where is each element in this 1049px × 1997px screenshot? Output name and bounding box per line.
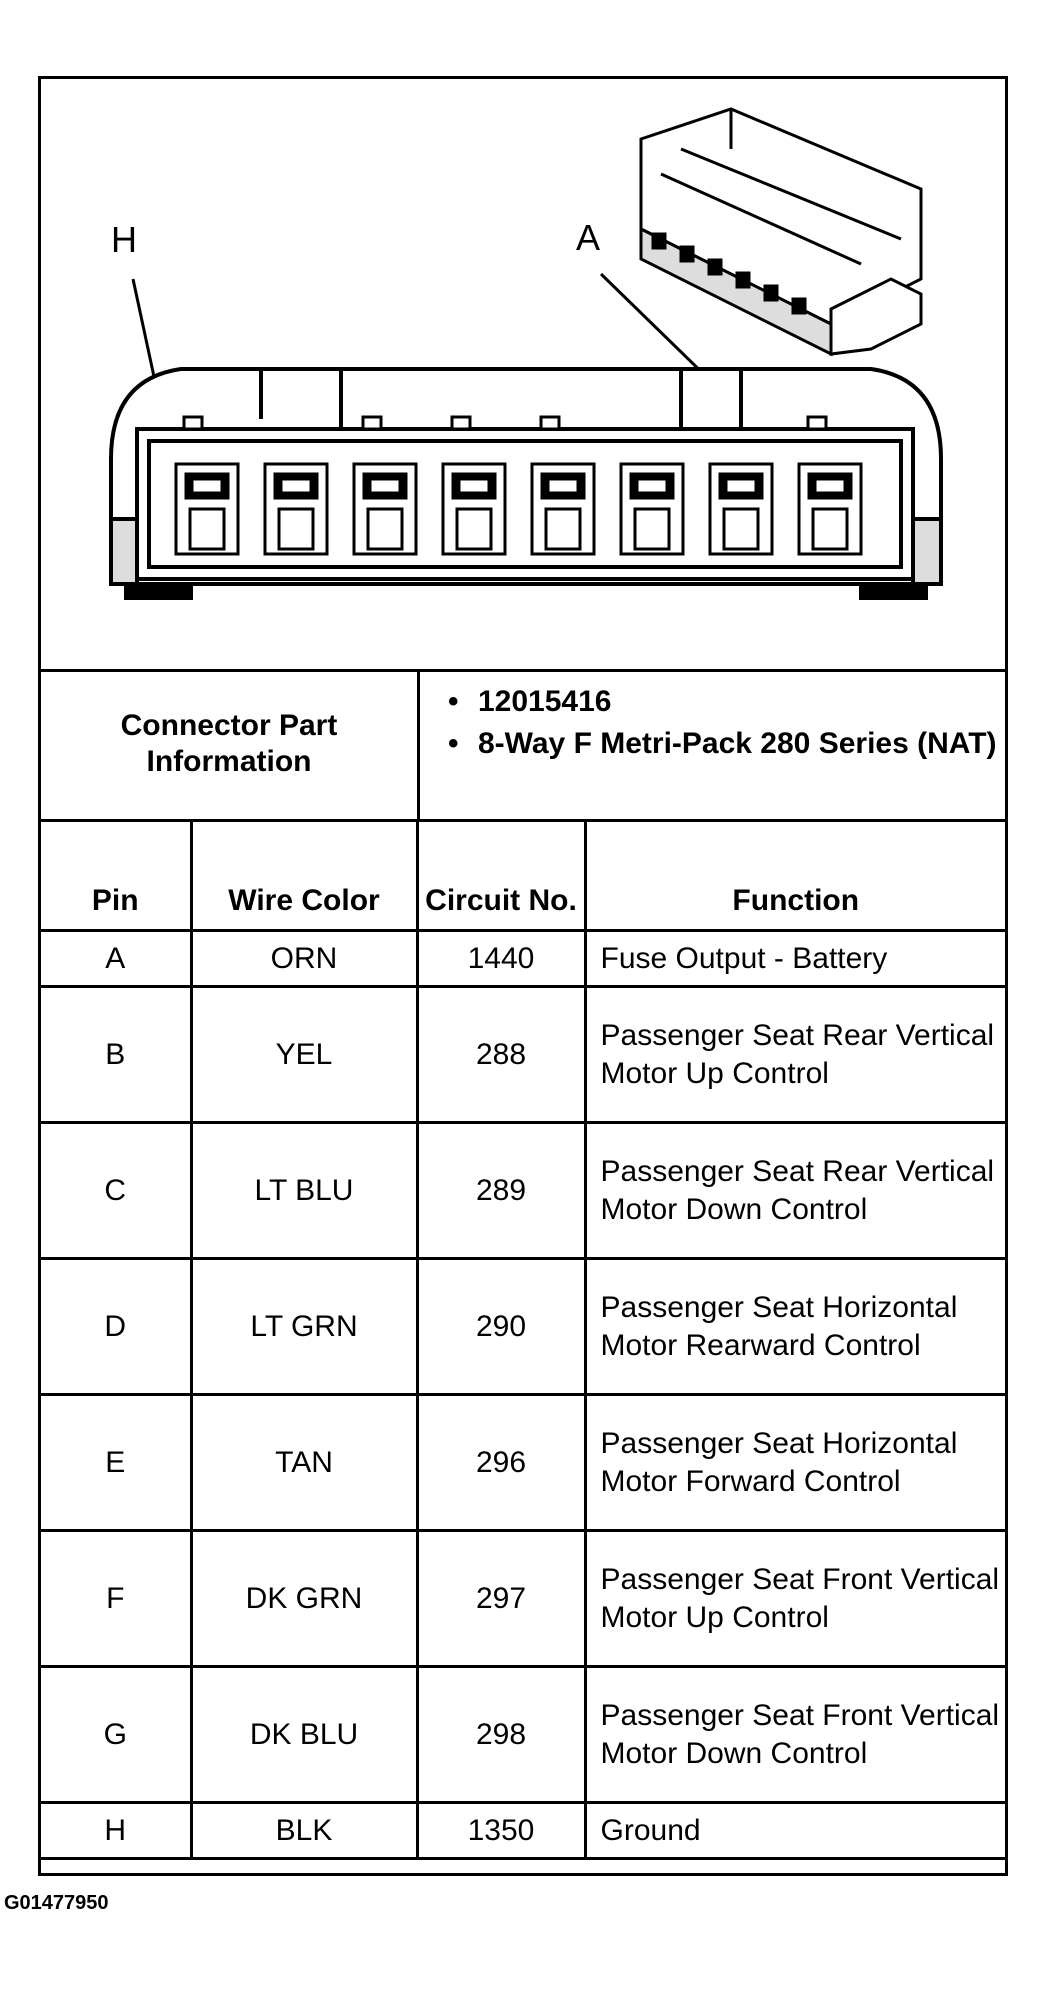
table-row	[41, 987, 1005, 1123]
wire-color-cell: YEL	[191, 987, 417, 1123]
pin-cell: B	[41, 987, 191, 1123]
table-row	[41, 931, 1005, 987]
function-cell: Fuse Output - Battery	[585, 931, 1005, 987]
pin-table	[41, 822, 1005, 1860]
wire-color-cell: DK BLU	[191, 1667, 417, 1803]
pin-cell: G	[41, 1667, 191, 1803]
circuit-cell: 298	[417, 1667, 585, 1803]
pin-cell: D	[41, 1259, 191, 1395]
table-row	[41, 1259, 1005, 1395]
wire-color-cell: TAN	[191, 1395, 417, 1531]
function-cell: Passenger Seat Horizontal Motor Rearward Control	[585, 1259, 1005, 1395]
circuit-cell: 290	[417, 1259, 585, 1395]
header-function: Function	[585, 822, 1005, 931]
connector-info-table	[41, 669, 1005, 822]
pin-cell: F	[41, 1531, 191, 1667]
function-cell: Passenger Seat Front Vertical Motor Up Control	[585, 1531, 1005, 1667]
wire-color-cell: ORN	[191, 931, 417, 987]
wire-color-cell: LT GRN	[191, 1259, 417, 1395]
pin-cell: A	[41, 931, 191, 987]
connector-type: • 8-Way F Metri-Pack 280 Series (NAT)	[440, 725, 1005, 763]
circuit-cell: 289	[417, 1123, 585, 1259]
figure-id: G01477950	[4, 1892, 109, 1914]
pin-table-header	[41, 822, 1005, 931]
wire-color-cell: LT BLU	[191, 1123, 417, 1259]
function-cell: Passenger Seat Rear Vertical Motor Down Control	[585, 1123, 1005, 1259]
connector-info-values	[419, 669, 1006, 821]
connector-drawing	[41, 79, 1005, 669]
wire-color-cell: BLK	[191, 1803, 417, 1859]
circuit-cell: 1440	[417, 931, 585, 987]
function-cell: Passenger Seat Front Vertical Motor Down Control	[585, 1667, 1005, 1803]
function-cell: Passenger Seat Rear Vertical Motor Up Control	[585, 987, 1005, 1123]
header-pin: Pin	[41, 822, 191, 931]
connector-diagram	[41, 79, 1005, 672]
circuit-cell: 297	[417, 1531, 585, 1667]
table-row	[41, 1395, 1005, 1531]
header-circuit: Circuit No.	[417, 822, 585, 931]
circuit-cell: 1350	[417, 1803, 585, 1859]
pin-cell: E	[41, 1395, 191, 1531]
connector-part-number: • 12015416	[440, 683, 1005, 721]
function-cell: Passenger Seat Horizontal Motor Forward Control	[585, 1395, 1005, 1531]
table-row	[41, 1531, 1005, 1667]
connector-isometric-icon	[641, 109, 921, 354]
table-row	[41, 1803, 1005, 1859]
header-wire-color: Wire Color	[191, 822, 417, 931]
circuit-cell: 296	[417, 1395, 585, 1531]
pin-label-a: A	[576, 217, 601, 258]
circuit-cell: 288	[417, 987, 585, 1123]
connector-figure-frame	[38, 76, 1008, 1876]
function-cell: Ground	[585, 1803, 1005, 1859]
pin-cell: H	[41, 1803, 191, 1859]
wire-color-cell: DK GRN	[191, 1531, 417, 1667]
pin-label-h: H	[111, 219, 137, 260]
table-row	[41, 1123, 1005, 1259]
pin-cell: C	[41, 1123, 191, 1259]
connector-info-heading: Connector Part Information	[41, 669, 419, 821]
table-row	[41, 1667, 1005, 1803]
